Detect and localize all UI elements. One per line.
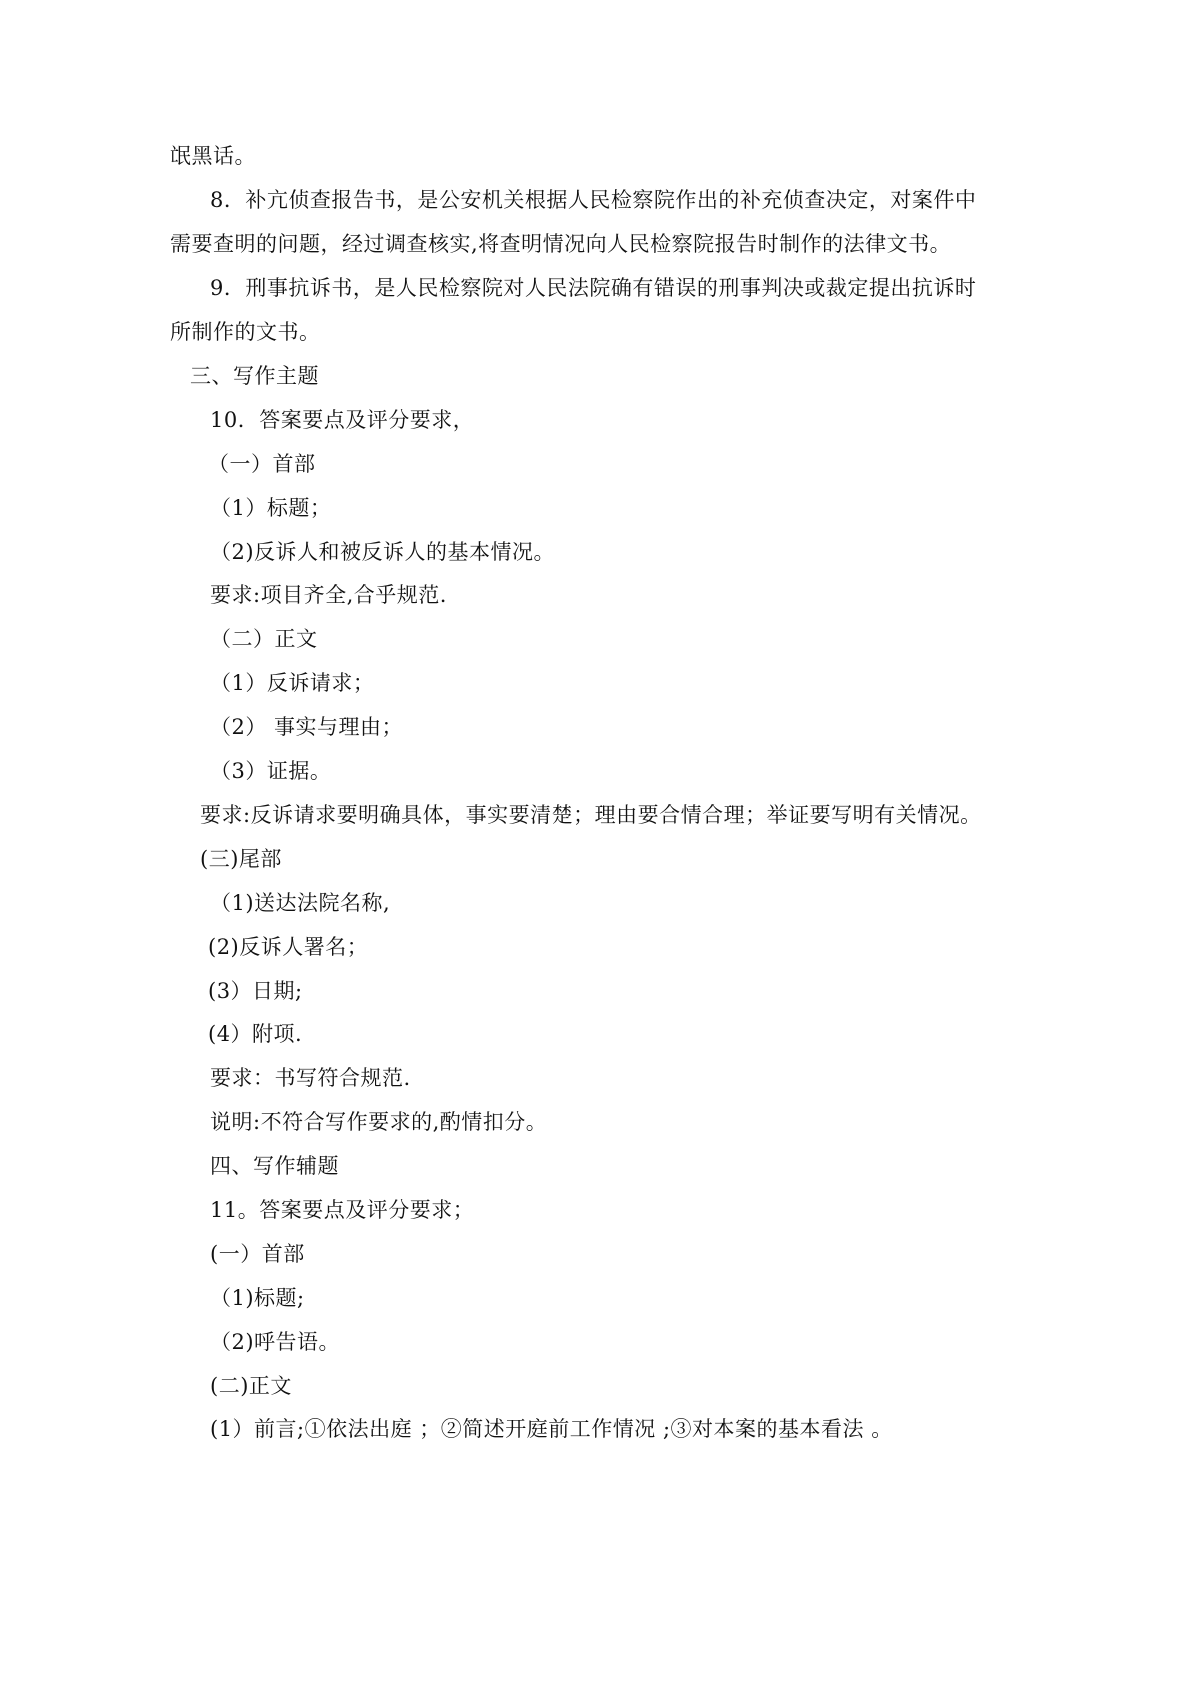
s3-part1-title: （一）首部 xyxy=(208,452,316,476)
s4-part1-item1: （1)标题; xyxy=(210,1286,305,1310)
s3-part3-item2: (2)反诉人署名； xyxy=(208,935,369,959)
item-9-line-1: 9．刑事抗诉书，是人民检察院对人民法院确有错误的刑事判决或裁定提出抗诉时 xyxy=(210,276,977,300)
item-8-line-2: 需要查明的问题，经过调查核实,将查明情况向人民检察院报告时制作的法律文书。 xyxy=(170,232,952,256)
question-10: 10．答案要点及评分要求， xyxy=(210,408,475,432)
item-8-line-1: 8．补亢侦查报告书，是公安机关根据人民检察院作出的补充侦查决定，对案件中 xyxy=(210,188,977,212)
s4-part2-item1: (1）前言;①依法出庭 ；②简述开庭前工作情况 ;③对本案的基本看法 。 xyxy=(210,1417,893,1441)
s3-part2-requirement: 要求:反诉请求要明确具体，事实要清楚；理由要合情合理；举证要写明有关情况。 xyxy=(200,803,982,827)
s3-part2-item2: （2） 事实与理由； xyxy=(210,715,404,739)
s3-part3-item1: （1)送达法院名称, xyxy=(210,891,391,915)
s4-part2-title: (二)正文 xyxy=(210,1374,292,1398)
s3-part2-item3: （3）证据。 xyxy=(210,759,332,783)
s3-part2-item1: （1）反诉请求； xyxy=(210,671,375,695)
s3-part3-title: (三)尾部 xyxy=(200,847,282,871)
section-4-heading: 四、写作辅题 xyxy=(210,1154,339,1178)
question-11: 11。答案要点及评分要求； xyxy=(210,1198,475,1222)
s4-part1-title: (一）首部 xyxy=(210,1242,305,1266)
s3-part3-item4: (4）附项. xyxy=(208,1022,303,1046)
s3-part1-requirement: 要求:项目齐全,合乎规范. xyxy=(210,583,447,607)
s3-part1-item1: （1）标题； xyxy=(210,496,332,520)
s4-part1-item2: （2)呼告语。 xyxy=(210,1330,341,1354)
item-9-line-2: 所制作的文书。 xyxy=(170,320,321,344)
s3-part2-title: （二）正文 xyxy=(210,627,318,651)
section-3-heading: 三、写作主题 xyxy=(190,364,319,388)
s3-part3-requirement: 要求：书写符合规范. xyxy=(210,1066,411,1090)
s3-note: 说明:不符合写作要求的,酌情扣分。 xyxy=(210,1110,548,1134)
s3-part3-item3: (3）日期; xyxy=(208,979,303,1003)
paragraph-continuation: 氓黑话。 xyxy=(170,144,256,168)
s3-part1-item2: （2)反诉人和被反诉人的基本情况。 xyxy=(210,540,556,564)
